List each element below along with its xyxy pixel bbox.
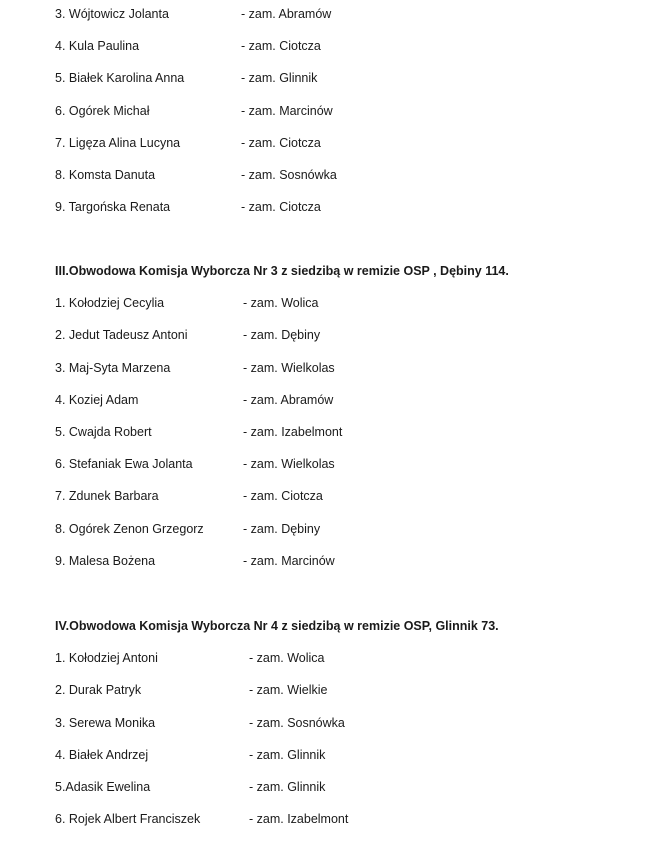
list-item [55,199,635,231]
member-residence: - zam. Wielkolas [243,457,335,472]
member-residence: - zam. Marcinów [243,553,335,568]
list-item [55,488,635,520]
member-residence: - zam. Wolica [243,296,319,311]
list-item [55,456,635,488]
member-residence: - zam. Dębiny [243,328,321,343]
member-residence: - zam. Sosnówka [241,167,337,182]
member-name: 2. Durak Patryk [55,683,142,698]
list-item [55,650,635,682]
member-name: 4. Koziej Adam [55,392,139,407]
list-item [55,682,635,714]
member-name: 7. Ligęza Alina Lucyna [55,135,181,150]
commission-3-heading: III.Obwodowa Komisja Wyborcza Nr 3 z siedzibą w remizie OSP , Dębiny 114. [55,264,509,278]
member-residence: - zam. Wolica [249,651,325,666]
member-name: 1. Kołodziej Cecylia [55,296,165,311]
list-item [55,295,635,327]
list-item [55,553,635,585]
member-residence: - zam. Abramów [243,392,334,407]
member-name: 1. Kołodziej Antoni [55,651,158,666]
member-name: 5. Cwajda Robert [55,424,152,439]
list-item [55,779,635,811]
list-item [55,70,635,102]
list-item [55,167,635,199]
list-item [55,360,635,392]
member-residence: - zam. Dębiny [243,521,321,536]
member-name: 6. Rojek Albert Franciszek [55,812,201,827]
member-name: 8. Ogórek Zenon Grzegorz [55,521,204,536]
member-name: 4. Kula Paulina [55,39,140,54]
member-residence: - zam. Glinnik [249,747,326,762]
member-name: 8. Komsta Danuta [55,167,156,182]
member-name: 9. Targońska Renata [55,200,171,215]
member-name: 6. Stefaniak Ewa Jolanta [55,457,193,472]
member-residence: - zam. Glinnik [241,71,318,86]
member-name: 3. Serewa Monika [55,715,156,730]
list-item [55,747,635,779]
commission-4-section [55,618,635,843]
member-residence: - zam. Ciotcza [241,135,321,150]
member-name: 3. Maj-Syta Marzena [55,360,171,375]
member-name: 5.Adasik Ewelina [55,779,151,794]
list-item [55,327,635,359]
member-residence: - zam. Sosnówka [249,715,345,730]
list-item [55,38,635,70]
member-residence: - zam. Wielkie [249,683,328,698]
commission-3-section [55,263,635,585]
list-item [55,715,635,747]
member-name: 2. Jedut Tadeusz Antoni [55,328,188,343]
commission-2-member-list [55,6,635,231]
list-item [55,103,635,135]
member-name: 4. Białek Andrzej [55,747,149,762]
member-name: 9. Malesa Bożena [55,553,156,568]
member-name: 5. Białek Karolina Anna [55,71,185,86]
member-residence: - zam. Glinnik [249,779,326,794]
member-residence: - zam. Marcinów [241,103,333,118]
member-name: 6. Ogórek Michał [55,103,150,118]
list-item [55,135,635,167]
member-name: 7. Zdunek Barbara [55,489,159,504]
commission-4-heading: IV.Obwodowa Komisja Wyborcza Nr 4 z siedzibą w remizie OSP, Glinnik 73. [55,619,499,633]
member-residence: - zam. Izabelmont [243,424,343,439]
list-item [55,6,635,38]
list-item [55,424,635,456]
list-item [55,521,635,553]
list-item [55,392,635,424]
member-residence: - zam. Ciotcza [243,489,323,504]
member-name: 3. Wójtowicz Jolanta [55,7,169,21]
member-residence: - zam. Ciotcza [241,39,321,54]
member-residence: - zam. Abramów [241,7,332,21]
member-residence: - zam. Izabelmont [249,812,349,827]
member-residence: - zam. Ciotcza [241,200,321,215]
member-residence: - zam. Wielkolas [243,360,335,375]
list-item [55,811,635,843]
